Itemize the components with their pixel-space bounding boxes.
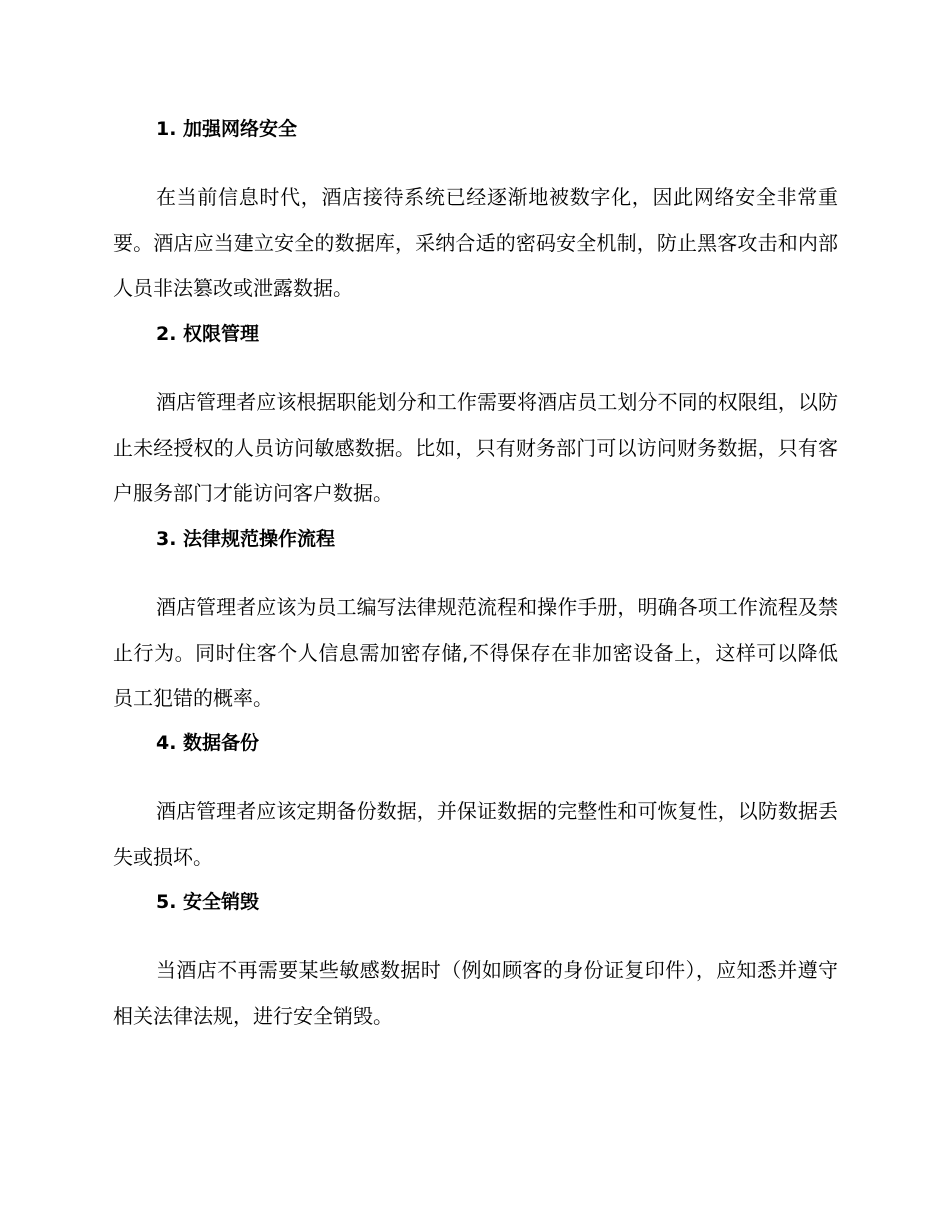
section-network-security [113, 117, 838, 312]
section-heading: 4. 数据备份 [156, 732, 260, 754]
section-heading: 2. 权限管理 [156, 323, 260, 345]
section-legal-procedures [113, 527, 838, 722]
section-permission-management [113, 322, 838, 517]
section-heading: 3. 法律规范操作流程 [156, 528, 336, 550]
section-secure-destruction [113, 890, 838, 1039]
section-paragraph: 当酒店不再需要某些敏感数据时（例如顾客的身份证复印件），应知悉并遵守相关法律法规，进行安全销毁。 [113, 958, 838, 1028]
section-heading: 1. 加强网络安全 [156, 118, 298, 140]
section-paragraph: 酒店管理者应该根据职能划分和工作需要将酒店员工划分不同的权限组，以防止未经授权的人员访问敏感数据。比如，只有财务部门可以访问财务数据，只有客户服务部门才能访问客户数据。 [113, 390, 838, 505]
section-paragraph: 酒店管理者应该定期备份数据，并保证数据的完整性和可恢复性，以防数据丢失或损坏。 [113, 799, 838, 869]
section-data-backup [113, 731, 838, 880]
section-heading: 5. 安全销毁 [156, 891, 260, 913]
section-paragraph: 在当前信息时代，酒店接待系统已经逐渐地被数字化，因此网络安全非常重要。酒店应当建立安全的数据库，采纳合适的密码安全机制，防止黑客攻击和内部人员非法篡改或泄露数据。 [113, 185, 838, 300]
section-paragraph: 酒店管理者应该为员工编写法律规范流程和操作手册，明确各项工作流程及禁止行为。同时住客个人信息需加密存储,不得保存在非加密设备上，这样可以降低员工犯错的概率。 [113, 595, 838, 710]
